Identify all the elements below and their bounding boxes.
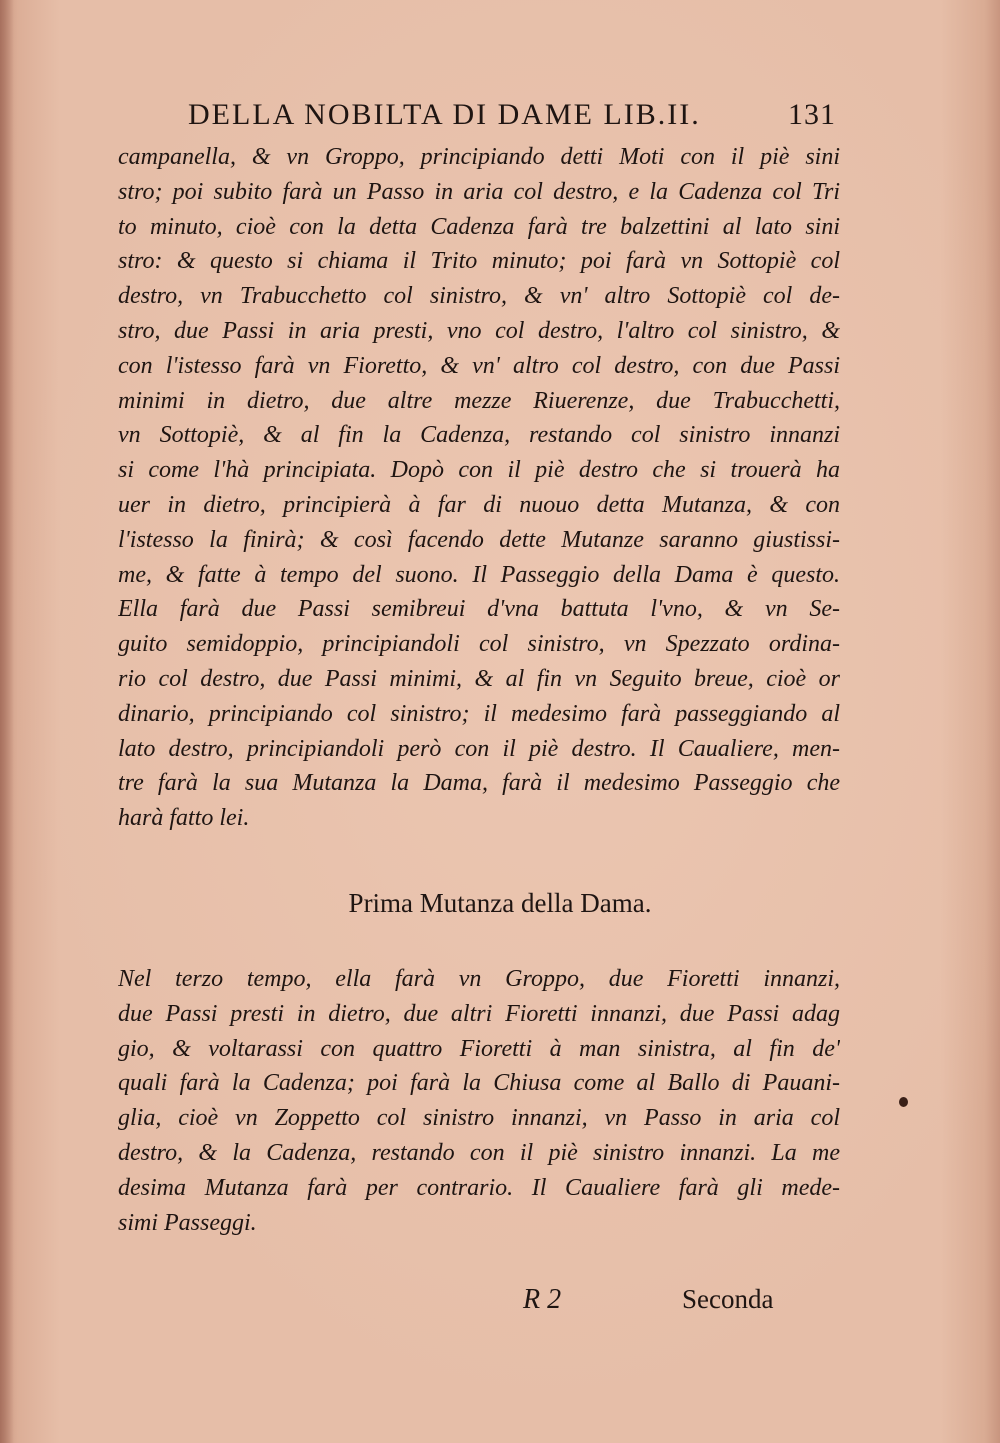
paragraph-2 <box>118 962 840 1240</box>
text-line: simi Passeggi. <box>118 1209 257 1236</box>
running-head-title: DELLA NOBILTA DI DAME LIB.II. <box>188 98 701 131</box>
text-line: quali farà la Cadenza; poi farà la Chiusa come al Ballo di Pauani- <box>118 1070 840 1097</box>
text-line: tre farà la sua Mutanza la Dama, farà il medesimo Passeggio che <box>118 770 840 797</box>
text-line: me, & fatte à tempo del suono. Il Passeggio della Dama è questo. <box>118 561 840 588</box>
text-line: guito semidoppio, principiandoli col sinistro, vn Spezzato ordina- <box>118 631 840 658</box>
text-line: destro, vn Trabucchetto col sinistro, & vn' altro Sottopiè col de- <box>118 283 840 310</box>
text-line: desima Mutanza farà per contrario. Il Caualiere farà gli mede- <box>118 1174 840 1201</box>
text-line: stro, due Passi in aria presti, vno col destro, l'altro col sinistro, & <box>118 317 840 344</box>
text-line: uer in dietro, principierà à far di nuouo detta Mutanza, & con <box>118 491 840 518</box>
text-line: harà fatto lei. <box>118 805 250 832</box>
page-edge-shadow <box>0 0 14 1443</box>
text-line: Nel terzo tempo, ella farà vn Groppo, due Fioretti innanzi, <box>118 966 840 992</box>
text-line: gio, & voltarassi con quattro Fioretti à man sinistra, al fin de' <box>118 1035 840 1062</box>
text-line: due Passi presti in dietro, due altri Fioretti innanzi, due Passi adag <box>118 1000 840 1027</box>
text-line: stro; poi subito farà un Passo in aria col destro, e la Cadenza col Tri <box>118 178 840 205</box>
page-number: 131 <box>788 98 836 131</box>
text-line: campanella, & vn Groppo, principiando detti Moti con il piè sini <box>118 144 840 170</box>
signature-mark: R 2 <box>523 1284 562 1315</box>
running-head <box>120 98 890 142</box>
text-line: glia, cioè vn Zoppetto col sinistro innanzi, vn Passo in aria col <box>118 1105 840 1132</box>
text-line: minimi in dietro, due altre mezze Riuerenze, due Trabucchetti, <box>118 387 840 414</box>
text-line: to minuto, cioè con la detta Cadenza farà tre balzettini al lato sini <box>118 213 840 240</box>
text-line: lato destro, principiandoli però con il piè destro. Il Caualiere, men- <box>118 735 840 762</box>
text-line: rio col destro, due Passi minimi, & al fin vn Seguito breue, cioè or <box>118 665 840 692</box>
text-line: con l'istesso farà vn Fioretto, & vn' altro col destro, con due Passi <box>118 352 840 379</box>
text-line: stro: & questo si chiama il Trito minuto; poi farà vn Sottopiè col <box>118 248 840 275</box>
text-line: Ella farà due Passi semibreui d'vna battuta l'vno, & vn Se- <box>118 596 840 623</box>
text-line: vn Sottopiè, & al fin la Cadenza, restando col sinistro innanzi <box>118 422 840 449</box>
text-line: si come l'hà principiata. Dopò con il piè destro che si trouerà ha <box>118 457 840 484</box>
paragraph-1 <box>118 140 840 836</box>
text-line: l'istesso la finirà; & così facendo dette Mutanze saranno giustissi- <box>118 526 840 553</box>
text-line: destro, & la Cadenza, restando con il piè sinistro innanzi. La me <box>118 1139 840 1166</box>
catchword: Seconda <box>682 1284 774 1314</box>
page-footer <box>0 1284 1000 1324</box>
section-heading: Prima Mutanza della Dama. <box>348 888 652 918</box>
text-line: dinario, principiando col sinistro; il medesimo farà passeggiando al <box>118 700 840 727</box>
ink-spot <box>899 1097 908 1107</box>
